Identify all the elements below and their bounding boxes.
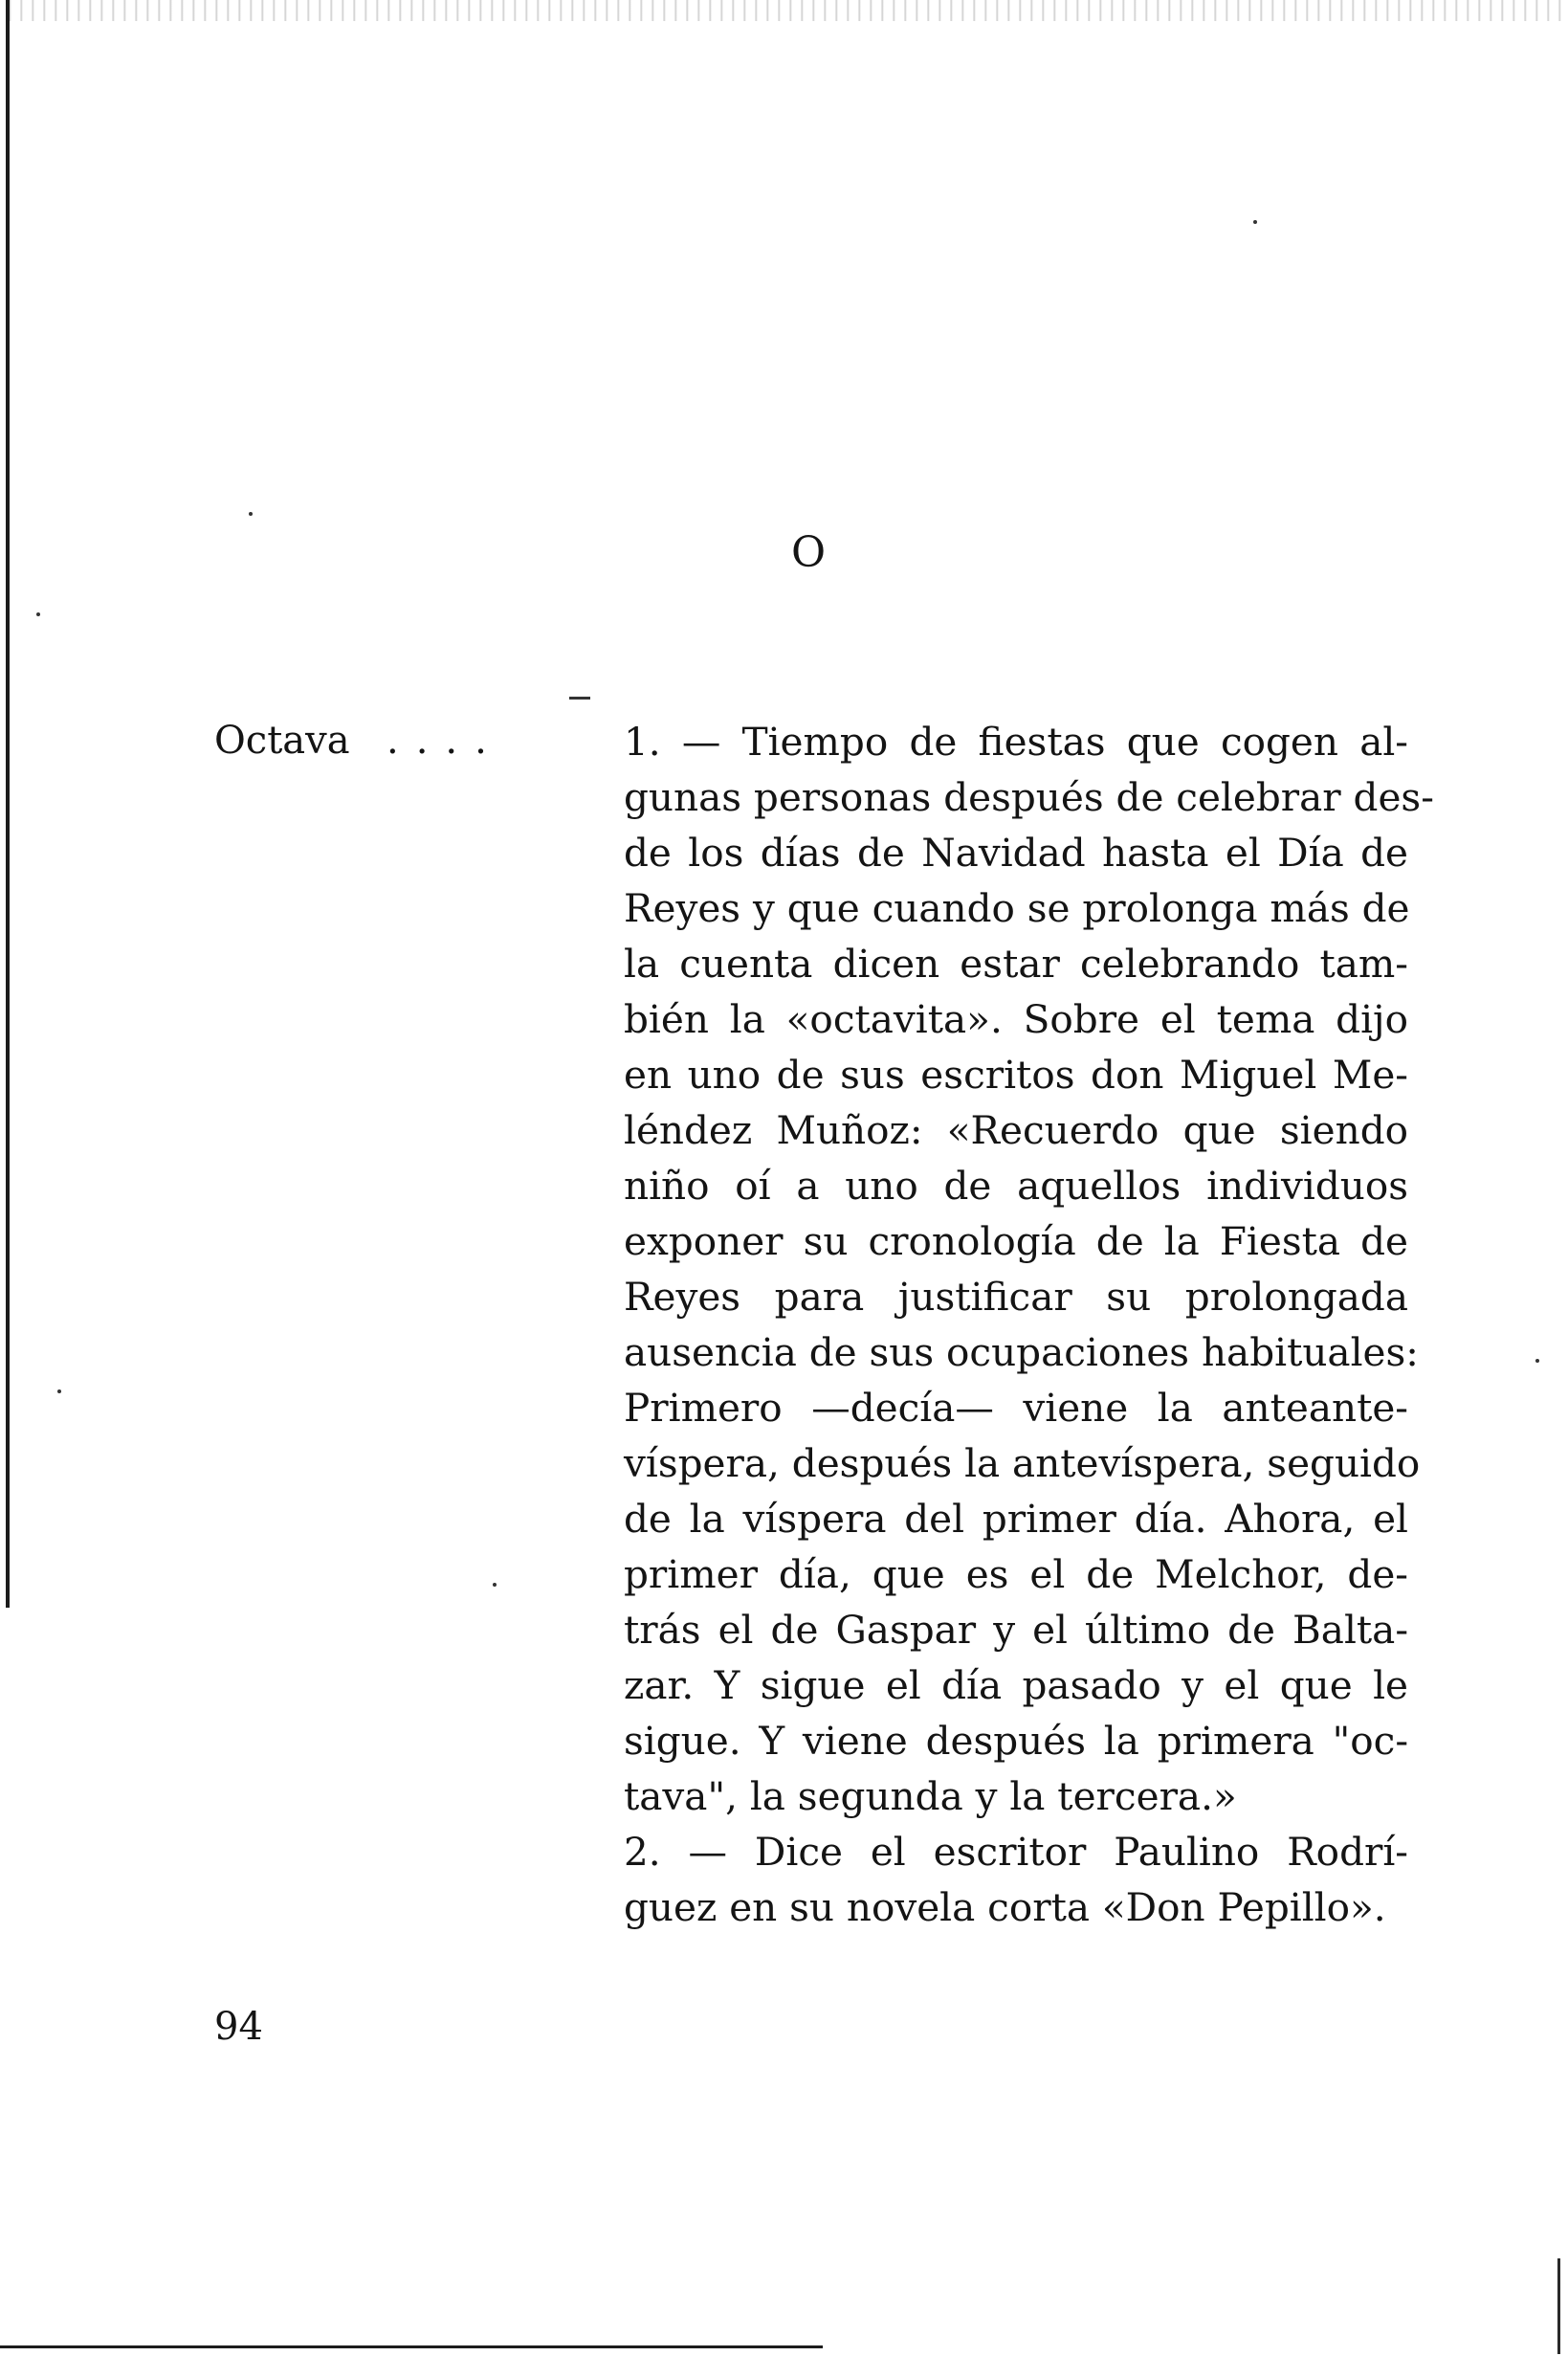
definition-line: tava", la segunda y la tercera.» [624,1773,1237,1819]
entry-definition [624,714,1434,1935]
scan-speck [57,1389,61,1393]
definition-line: 1. — Tiempo de fiestas que cogen al- [624,719,1408,765]
definition-line: 2. — Dice el escritor Paulino Rodrí- [624,1829,1408,1875]
definition-line: primer día, que es el de Melchor, de- [624,1551,1408,1597]
entry-term: Octava [214,719,350,763]
definition-line: de los días de Navidad hasta el Día de [624,830,1408,876]
definition-line: en uno de sus escritos don Miguel Me- [624,1052,1408,1098]
definition-line: de la víspera del primer día. Ahora, el [624,1496,1408,1542]
scan-edge-bottom [0,2345,823,2348]
definition-line: léndez Muñoz: «Recuerdo que siendo [624,1107,1408,1153]
scan-speck [1253,220,1257,224]
definition-line: bién la «octavita». Sobre el tema dijo [624,996,1408,1042]
definition-line: zar. Y sigue el día pasado y el que le [624,1662,1408,1708]
definition-line: Primero —decía— viene la anteante- [624,1385,1408,1431]
definition-line: sigue. Y viene después la primera "oc- [624,1718,1408,1764]
scan-speck [1535,1359,1539,1363]
definition-line: guez en su novela corta «Don Pepillo». [624,1884,1386,1930]
term-leader-dots: .... [386,719,504,763]
scan-edge-left [6,0,10,1608]
definition-line: exponer su cronología de la Fiesta de [624,1218,1408,1264]
scan-speck [569,697,590,700]
scan-edge-right [1557,2258,1560,2354]
definition-line: Reyes y que cuando se prolonga más de [624,885,1410,931]
definition-line: niño oí a uno de aquellos individuos [624,1163,1408,1209]
section-letter: O [790,528,827,577]
definition-line: trás el de Gaspar y el último de Balta- [624,1607,1408,1653]
page-number: 94 [214,2005,263,2049]
definition-line: ausencia de sus ocupaciones habituales: [624,1329,1419,1375]
scan-speck [36,612,40,616]
scan-edge-top [0,0,1568,21]
definition-line: víspera, después la antevíspera, seguido [624,1440,1421,1486]
definition-line: Reyes para justificar su prolongada [624,1274,1408,1320]
scan-speck [493,1583,497,1587]
definition-line: gunas personas después de celebrar des- [624,774,1434,820]
scan-speck [249,512,253,516]
definition-line: la cuenta dicen estar celebrando tam- [624,941,1408,987]
